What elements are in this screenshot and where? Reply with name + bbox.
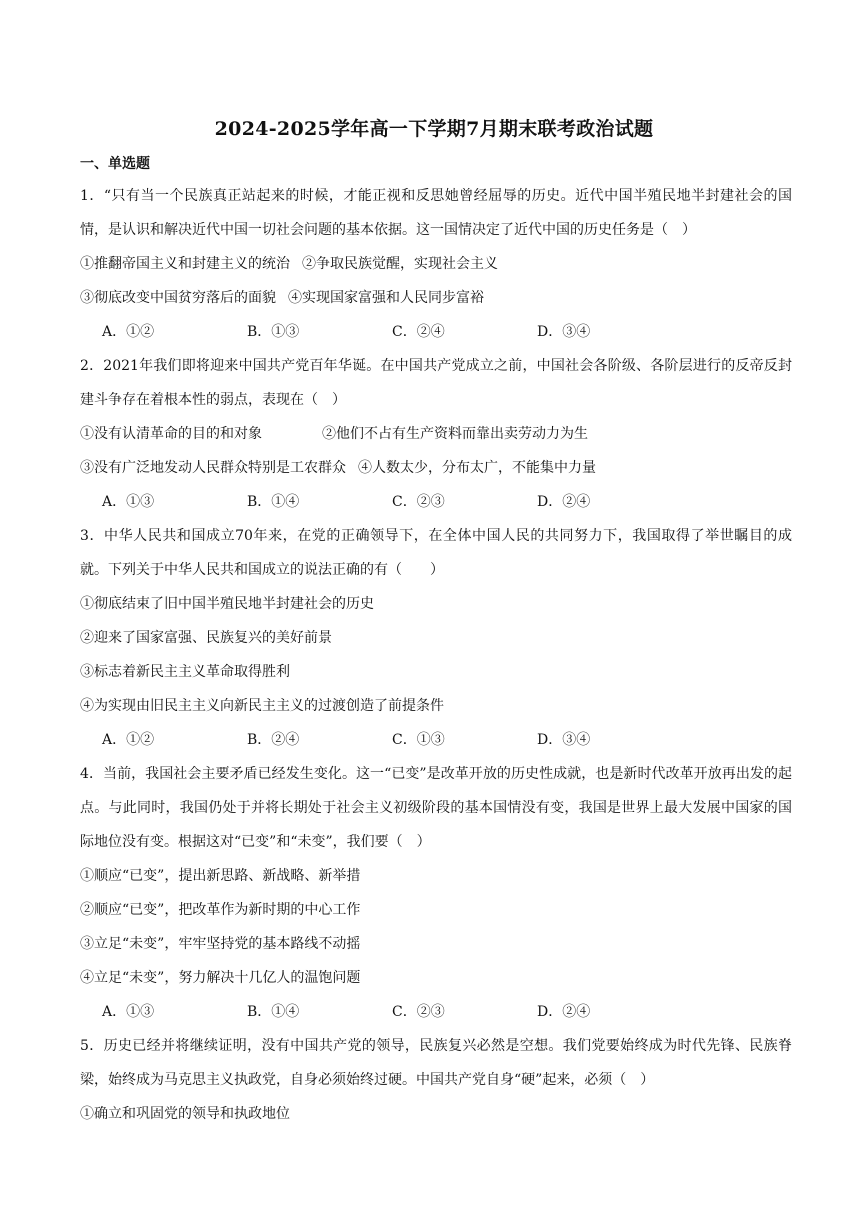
question-stem: 1．“只有当一个民族真正站起来的时候，才能正视和反思她曾经屈辱的历史。近代中国半殖民地半封建社会的国情，是认识和解决近代中国一切社会问题的基本依据。这一国情决定了近代中国的历史任务是（ ） <box>80 188 792 238</box>
answer-a[interactable]: A．①② <box>102 324 155 340</box>
option-4: ④人数太少，分布太广，不能集中力量 <box>358 460 596 476</box>
question-list <box>80 179 792 1131</box>
option-line <box>80 247 792 281</box>
answer-a[interactable]: A．①③ <box>102 1004 155 1020</box>
page-title: 2024-2025学年高一下学期7月期末联考政治试题 <box>214 118 654 140</box>
answer-c[interactable]: C．②③ <box>392 1004 445 1020</box>
option-2: ②争取民族觉醒，实现社会主义 <box>302 256 498 272</box>
question-4 <box>80 757 792 1029</box>
option-1: ①确立和巩固党的领导和执政地位 <box>80 1106 290 1122</box>
answer-d[interactable]: D．②④ <box>537 1004 591 1020</box>
question-1 <box>80 179 792 349</box>
answer-d[interactable]: D．③④ <box>537 732 591 748</box>
answer-a[interactable]: A．①③ <box>102 494 155 510</box>
option-3: ③彻底改变中国贫穷落后的面貌 <box>80 290 276 306</box>
answer-a[interactable]: A．①② <box>102 732 155 748</box>
option-line <box>80 281 792 315</box>
option-line <box>80 417 792 451</box>
answer-c[interactable]: C．①③ <box>392 732 445 748</box>
question-3 <box>80 519 792 757</box>
answer-b[interactable]: B．①④ <box>247 1004 300 1020</box>
question-stem: 5．历史已经并将继续证明，没有中国共产党的领导，民族复兴必然是空想。我们党要始终成为时代先锋、民族脊梁，始终成为马克思主义执政党，自身必须始终过硬。中国共产党自身“硬”起来，必须（ ） <box>80 1038 792 1088</box>
option-2: ②他们不占有生产资料而靠出卖劳动力为生 <box>322 426 588 442</box>
option-3: ③标志着新民主主义革命取得胜利 <box>80 664 290 680</box>
option-2: ②顺应“已变”，把改革作为新时期的中心工作 <box>80 902 361 918</box>
option-4: ④实现国家富强和人民同步富裕 <box>288 290 484 306</box>
question-5 <box>80 1029 792 1131</box>
answer-d[interactable]: D．②④ <box>537 494 591 510</box>
option-1: ①彻底结束了旧中国半殖民地半封建社会的历史 <box>80 596 374 612</box>
question-stem: 4．当前，我国社会主要矛盾已经发生变化。这一“已变”是改革开放的历史性成就，也是新时代改革开放再出发的起点。与此同时，我国仍处于并将长期处于社会主义初级阶段的基本国情没有变，我国是世界上最大发展中国家的国际地位没有变。根据这对“已变”和“未变”，我们要（ ） <box>80 766 792 850</box>
answer-choices <box>80 723 792 757</box>
option-line <box>80 451 792 485</box>
option-4: ④立足“未变”，努力解决十几亿人的温饱问题 <box>80 970 361 986</box>
answer-d[interactable]: D．③④ <box>537 324 591 340</box>
option-2: ②迎来了国家富强、民族复兴的美好前景 <box>80 630 332 646</box>
answer-choices <box>80 485 792 519</box>
question-stem: 3．中华人民共和国成立70年来，在党的正确领导下，在全体中国人民的共同努力下，我国取得了举世瞩目的成就。下列关于中华人民共和国成立的说法正确的有（ ） <box>80 528 792 578</box>
answer-b[interactable]: B．①③ <box>247 324 300 340</box>
question-2 <box>80 349 792 519</box>
answer-b[interactable]: B．②④ <box>247 732 300 748</box>
option-1: ①顺应“已变”，提出新思路、新战略、新举措 <box>80 868 361 884</box>
option-3: ③没有广泛地发动人民群众特别是工农群众 <box>80 460 346 476</box>
option-3: ③立足“未变”，牢牢坚持党的基本路线不动摇 <box>80 936 361 952</box>
answer-choices <box>80 995 792 1029</box>
answer-b[interactable]: B．①④ <box>247 494 300 510</box>
answer-c[interactable]: C．②③ <box>392 494 445 510</box>
option-1: ①没有认清革命的目的和对象 <box>80 426 262 442</box>
question-stem: 2．2021年我们即将迎来中国共产党百年华诞。在中国共产党成立之前，中国社会各阶级、各阶层进行的反帝反封建斗争存在着根本性的弱点，表现在（ ） <box>80 358 792 408</box>
answer-choices <box>80 315 792 349</box>
option-1: ①推翻帝国主义和封建主义的统治 <box>80 256 290 272</box>
section-heading: 一、单选题 <box>80 156 150 172</box>
option-4: ④为实现由旧民主主义向新民主主义的过渡创造了前提条件 <box>80 698 444 714</box>
answer-c[interactable]: C．②④ <box>392 324 445 340</box>
